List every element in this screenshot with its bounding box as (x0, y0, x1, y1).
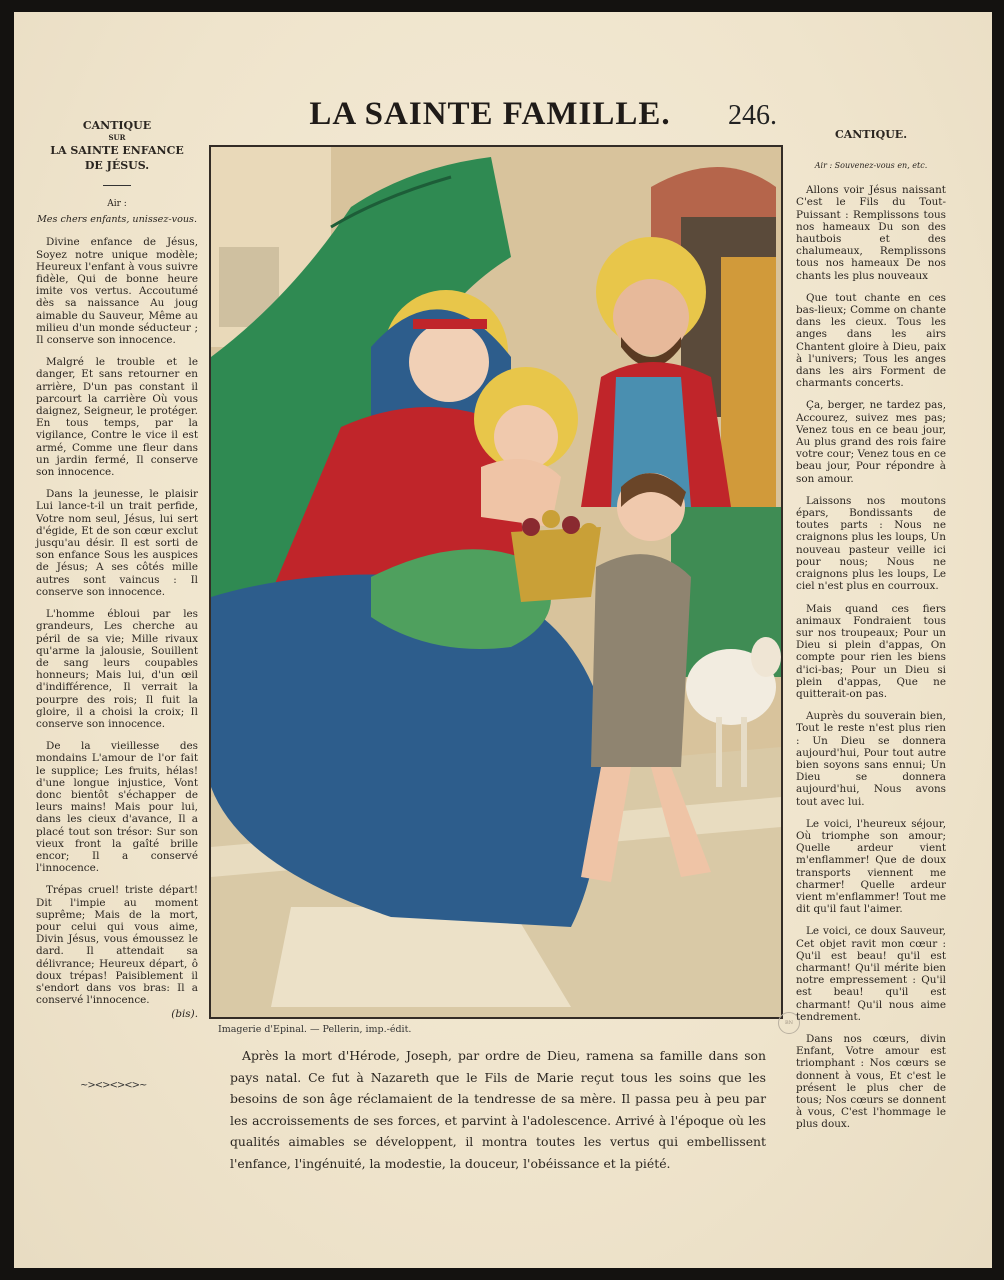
right-stanza-1: Allons voir Jésus naissant C'est le Fils du Tout-Puissant : Remplissons tous nos hameaux Du son des hautbois et des chalumeaux, Remplissons tous nos hameaux De nos chants les plus nouveaux (796, 184, 946, 282)
sheet-number: 246. (728, 100, 777, 131)
narrative-text: Après la mort d'Hérode, Joseph, par ordre de Dieu, ramena sa famille dans son pays natal. Ce fut à Nazareth que le Fils de Marie reçut tous les soins que les besoins de son âge réclamaient de la tendresse de sa mère. Il passa peu à peu par les accroissements de ses forces, et parvint à l'adolescence. Arrivé à l'époque où les qualités aimables se développent, il montra toutes les vertus qui embellissent l'enfance, l'ingénuité, la modestie, la douceur, l'obéissance et la piété. (230, 1048, 766, 1171)
right-air: Air : Souvenez-vous en, etc. (814, 161, 928, 170)
left-bis: (bis). (171, 1008, 198, 1021)
mary-head (409, 322, 489, 402)
left-air-label: Air : (107, 199, 127, 209)
holy-family-illustration (211, 147, 781, 1017)
right-stanza-9: Dans nos cœurs, divin Enfant, Votre amour est triomphant : Nos cœurs se donnent à vous, Et c'est le présent le plus cher de tous; Nos cœurs se donnent à vous, C'est l'hommage le plus doux. (796, 1033, 946, 1131)
left-rule (103, 185, 131, 186)
right-stanza-4: Laissons nos moutons épars, Bondissants de toutes parts : Nous ne craignons plus les loups, Un nouveau pasteur veille ici pour nous; Nous ne craignons plus les loups, Le ciel n'est plus en courroux. (796, 494, 946, 593)
ornament-divider: ~><><><>~ (80, 1080, 147, 1091)
left-stanza-6: Trépas cruel! triste départ! Dit l'impie au moment suprême; Mais de la mort, pour celui qui vous aime, Divin Jésus, vous émoussez le dard. Il attendait sa délivrance; Heureux départ, ô doux trépas! Paisiblement il s'endort dans vos bras: Il a conservé l'innocence. (36, 884, 198, 1007)
right-stanza-5: Mais quand ces fiers animaux Fondraient tous sur nos troupeaux; Pour un Dieu si plein d'appas, On compte pour rien les biens d'ici-bas; Pour un Dieu si plein d'appas, Que ne quitterait-on pas. (796, 602, 946, 700)
left-heading-enfance: LA SAINTE ENFANCE (50, 144, 184, 157)
left-heading-jesus: DE JÉSUS. (84, 159, 150, 172)
right-stanza-6: Auprès du souverain bien, Tout le reste n'est plus rien : Un Dieu se donnera aujourd'hui, Pour tout autre bien soyons sans ennui; Un Dieu se donnera aujourd'hui, Nous avons tout avec lui. (796, 710, 946, 808)
right-heading: CANTIQUE. (834, 128, 908, 141)
illustration-caption: Imagerie d'Epinal. — Pellerin, imp.-édit. (218, 1024, 412, 1035)
library-stamp: BN (778, 1012, 800, 1034)
left-column (36, 118, 198, 1021)
left-stanza-5: De la vieillesse des mondains L'amour de l'or fait le supplice; Les fruits, hélas! d'une longue injustice, Vont donc bientôt s'échapper de leurs mains! Mais pour lui, dans les cieux d'avance, Il a placé tout son trésor: Sur son vieux front la gaîté brille encor; Il a conservé l'innocence. (36, 740, 198, 875)
right-column (796, 127, 946, 1141)
right-stanza-8: Le voici, ce doux Sauveur, Cet objet ravit mon cœur : Qu'il est beau! qu'il est charmant! Qu'il mérite bien notre empressement : Qu'il est beau! qu'il est charmant! Qu'il nous aime tendrement. (796, 925, 946, 1023)
left-stanza-3: Dans la jeunesse, le plaisir Lui lance-t-il un trait perfide, Votre nom seul, Jésus, lui sert d'égide, Et de son cœur exclut jusqu'au désir. Il est sorti de son enfance Sous les auspices de Jésus; A ses côtés mille autres sont vaincus : Il conserve son innocence. (36, 488, 198, 598)
jesus-head (494, 405, 558, 469)
left-heading-cantique: CANTIQUE (82, 119, 152, 132)
illustration-frame (209, 145, 783, 1019)
right-stanza-2: Que tout chante en ces bas-lieux; Comme on chante dans les cieux. Tous les anges dans les airs Chantent gloire à Dieu, paix à l'univers; Tous les anges dans les airs Forment de charmants concerts. (796, 291, 946, 390)
right-stanza-7: Le voici, l'heureux séjour, Où triomphe son amour; Quelle ardeur vient m'enflammer! Que de doux transports viennent me charmer! Quelle ardeur vient m'enflammer! Tout me dit qu'il faut l'aimer. (796, 817, 946, 916)
left-stanza-2: Malgré le trouble et le danger, Et sans retourner en arrière, D'un pas constant il parcourt la carrière Où vous daignez, Seigneur, le protéger. En tous temps, par la vigilance, Contre le vice il est armé, Comme une fleur dans un jardin fermé, Il conserve son innocence. (36, 356, 198, 479)
left-air-song: Mes chers enfants, unissez-vous. (36, 214, 198, 226)
john-tunic (591, 554, 691, 767)
left-heading-sur: SUR (108, 133, 126, 142)
left-stanza-1: Divine enfance de Jésus, Soyez notre unique modèle; Heureux l'enfant à vous suivre fidèle, Qui de bonne heure imite vos vertus. Accoutumé dès sa naissance Au joug aimable du Sauveur, Même au milieu d'un monde séducteur ; Il conserve son innocence. (36, 236, 198, 347)
right-stanza-3: Ça, berger, ne tardez pas, Accourez, suivez mes pas; Venez tous en ce beau jour, Au plus grand des rois faire votre cour; Venez tous en ce beau jour, Pour répondre à son amour. (796, 399, 946, 485)
page-title: LA SAINTE FAMILLE. (309, 96, 671, 132)
left-stanza-4: L'homme ébloui par les grandeurs, Les cherche au péril de sa vie; Mille rivaux qu'arme la jalousie, Souillent de sang leurs coupables honneurs; Mais lui, d'un œil d'indifférence, Il verrait la pourpre des rois; Il fuit la gloire, il a choisi la croix; Il conserve son innocence. (36, 608, 198, 730)
